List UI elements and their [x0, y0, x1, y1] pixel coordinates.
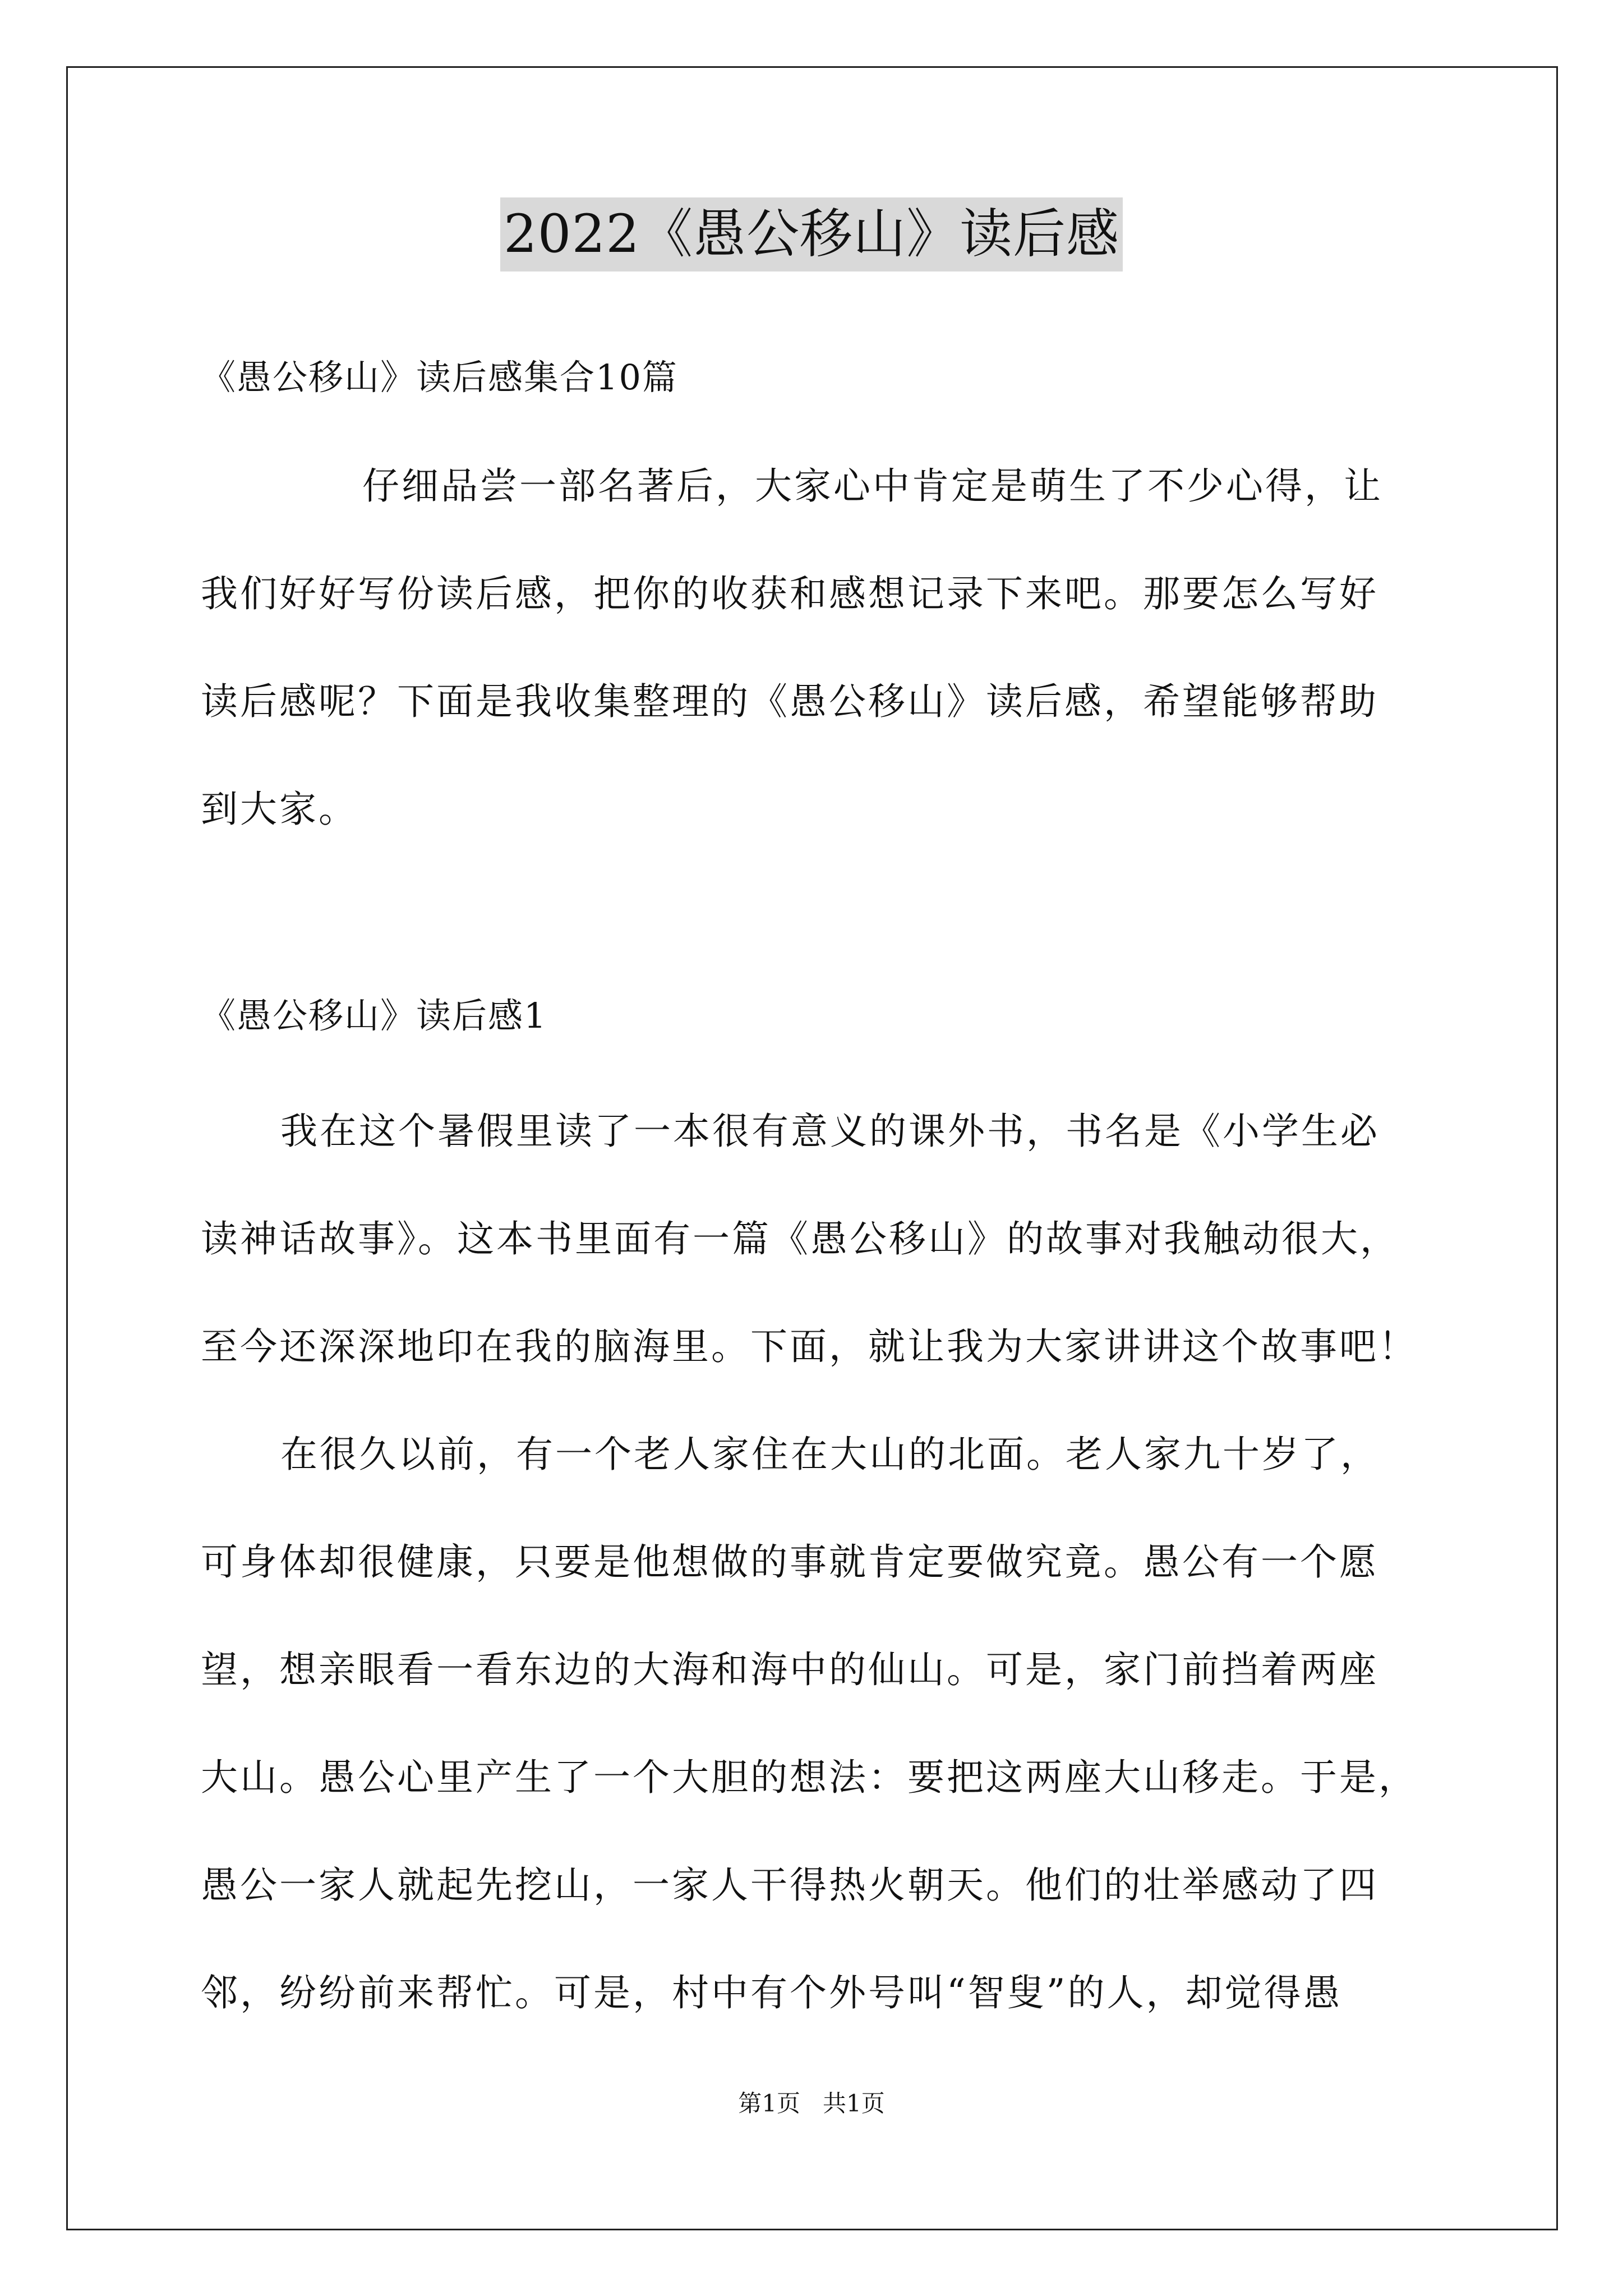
intro-line-4: 到大家。	[201, 788, 358, 831]
body-line-5: 可身体却很健康，只要是他想做的事就肯定要做究竟。愚公有一个愿	[201, 1540, 1378, 1584]
page-number: 第1页	[738, 2090, 800, 2117]
body-line-3: 至今还深深地印在我的脑海里。下面，就让我为大家讲讲这个故事吧！	[201, 1325, 1418, 1368]
body-line-8: 愚公一家人就起先挖山，一家人干得热火朝天。他们的壮举感动了四	[201, 1864, 1378, 1907]
body-line-4: 在很久以前，有一个老人家住在大山的北面。老人家九十岁了，	[280, 1433, 1380, 1476]
body-line-2: 读神话故事》。这本书里面有一篇《愚公移山》的故事对我触动很大，	[201, 1217, 1399, 1260]
document-title: 2022《愚公移山》读后感	[500, 197, 1123, 272]
intro-line-2: 我们好好写份读后感，把你的收获和感想记录下来吧。那要怎么写好	[201, 572, 1378, 615]
collection-heading: 《愚公移山》读后感集合10篇	[201, 357, 678, 398]
intro-line-3: 读后感呢？下面是我收集整理的《愚公移山》读后感，希望能够帮助	[201, 680, 1378, 723]
title-area	[0, 197, 1623, 272]
body-line-9: 邻，纷纷前来帮忙。可是，村中有个外号叫“智叟”的人，却觉得愚	[201, 1971, 1343, 2014]
body-line-1: 我在这个暑假里读了一本很有意义的课外书，书名是《小学生必	[280, 1110, 1380, 1153]
page-footer	[0, 2087, 1623, 2120]
body-line-7: 大山。愚公心里产生了一个大胆的想法：要把这两座大山移走。于是，	[201, 1756, 1418, 1799]
section-heading: 《愚公移山》读后感1	[201, 995, 547, 1036]
body-line-6: 望，想亲眼看一看东边的大海和海中的仙山。可是，家门前挡着两座	[201, 1648, 1378, 1691]
intro-line-1: 仔细品尝一部名著后，大家心中肯定是萌生了不少心得，让	[362, 464, 1383, 508]
page-total: 共1页	[823, 2090, 885, 2117]
